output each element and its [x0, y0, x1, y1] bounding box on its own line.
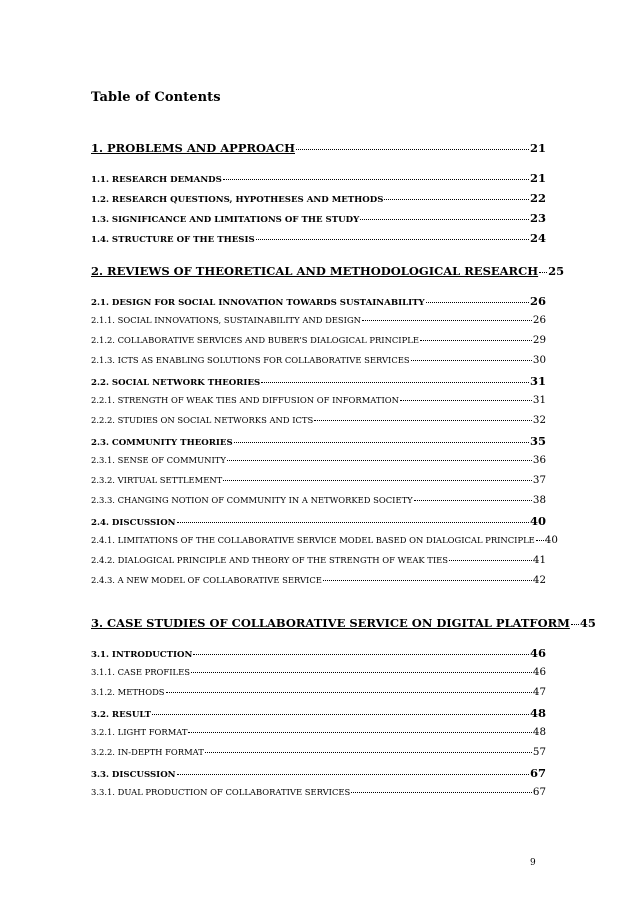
toc-entry[interactable] [91, 434, 546, 448]
toc-entry[interactable] [91, 534, 558, 546]
toc-entry-page: 40 [544, 534, 558, 546]
dot-leader [323, 580, 532, 581]
toc-entry-label: 1.3. SIGNIFICANCE AND LIMITATIONS OF THE STUDY [91, 215, 360, 225]
toc-entry-page: 30 [532, 354, 546, 366]
toc-entry-label: 3.2.2. IN-DEPTH FORMAT [91, 747, 204, 757]
dot-leader [223, 179, 529, 180]
toc-entry-page: 47 [532, 686, 546, 698]
toc-entry-label: 3.2. RESULT [91, 710, 152, 720]
toc-entry-label: 2.2.1. STRENGTH OF WEAK TIES AND DIFFUSION OF INFORMATION [91, 395, 399, 405]
toc-entry[interactable] [91, 726, 546, 738]
toc-entry-page: 23 [529, 211, 546, 225]
toc-entry-page: 32 [532, 414, 546, 426]
toc-entry[interactable] [91, 334, 546, 346]
dot-leader [420, 340, 532, 341]
toc-entry-page: 38 [532, 494, 546, 506]
toc-entry-page: 45 [579, 616, 596, 630]
toc-entry-page: 25 [548, 264, 565, 278]
toc-entry-label: 3.1.2. METHODS [91, 687, 165, 697]
page-number: 9 [530, 858, 536, 868]
dot-leader [536, 540, 544, 541]
toc-entry-page: 46 [532, 666, 546, 678]
toc-entry[interactable] [91, 414, 546, 426]
toc-entry-label: 2.2.2. STUDIES ON SOCIAL NETWORKS AND ICTS [91, 415, 314, 425]
toc-entry-page: 41 [532, 554, 546, 566]
dot-leader [449, 560, 532, 561]
dot-leader [191, 672, 532, 673]
toc-entry[interactable] [91, 374, 546, 388]
dot-leader [571, 624, 579, 625]
toc-entry-label: 1.2. RESEARCH QUESTIONS, HYPOTHESES AND METHODS [91, 195, 384, 205]
toc-entry[interactable] [91, 294, 546, 308]
toc-entry[interactable] [91, 666, 546, 678]
toc-entry[interactable] [91, 474, 546, 486]
toc-entry-page: 36 [532, 454, 546, 466]
dot-leader [411, 360, 532, 361]
toc-entry[interactable] [91, 394, 546, 406]
toc-entry[interactable] [91, 786, 546, 798]
toc-entry[interactable] [91, 766, 546, 780]
toc-entry-label: 3.1. INTRODUCTION [91, 650, 193, 660]
dot-leader [234, 442, 529, 443]
toc-entry-page: 22 [529, 191, 546, 205]
dot-leader [360, 219, 529, 220]
toc-entry[interactable] [91, 264, 565, 278]
toc-entry[interactable] [91, 514, 546, 528]
toc-entry[interactable] [91, 314, 546, 326]
dot-leader [227, 460, 532, 461]
toc-entry[interactable] [91, 706, 546, 720]
toc-entry-page: 26 [532, 314, 546, 326]
toc-entry-label: 1. PROBLEMS AND APPROACH [91, 141, 295, 155]
dot-leader [414, 500, 532, 501]
toc-entry-page: 31 [532, 394, 546, 406]
toc-entry-label: 2.4. DISCUSSION [91, 518, 176, 528]
toc-entry-label: 2.3.1. SENSE OF COMMUNITY [91, 455, 226, 465]
dot-leader [177, 774, 529, 775]
toc-entry-label: 2.1.1. SOCIAL INNOVATIONS, SUSTAINABILITY AND DESIGN [91, 315, 361, 325]
dot-leader [314, 420, 532, 421]
toc-entry[interactable] [91, 646, 546, 660]
toc-entry[interactable] [91, 616, 596, 630]
toc-entry-page: 31 [529, 374, 546, 388]
toc-entry-label: 2.4.1. LIMITATIONS OF THE COLLABORATIVE SERVICE MODEL BASED ON DIALOGICAL PRINCIPLE [91, 535, 535, 545]
toc-entry[interactable] [91, 554, 546, 566]
dot-leader [223, 480, 532, 481]
toc-entry-label: 3. CASE STUDIES OF COLLABORATIVE SERVICE ON DIGITAL PLATFORM [91, 616, 570, 630]
dot-leader [177, 522, 529, 523]
toc-entry-label: 1.1. RESEARCH DEMANDS [91, 175, 222, 185]
toc-entry[interactable] [91, 191, 546, 205]
toc-entry-page: 29 [532, 334, 546, 346]
dot-leader [152, 714, 529, 715]
dot-leader [188, 732, 531, 733]
toc-entry-label: 2.1.2. COLLABORATIVE SERVICES AND BUBER’S DIALOGICAL PRINCIPLE [91, 335, 419, 345]
toc-entry-label: 3.1.1. CASE PROFILES [91, 667, 190, 677]
dot-leader [539, 272, 547, 273]
toc-entry-label: 2.3.2. VIRTUAL SETTLEMENT [91, 475, 223, 485]
dot-leader [362, 320, 532, 321]
toc-entry-page: 46 [529, 646, 546, 660]
toc-entry[interactable] [91, 686, 546, 698]
dot-leader [426, 302, 529, 303]
toc-entry-page: 42 [532, 574, 546, 586]
toc-entry-label: 1.4. STRUCTURE OF THE THESIS [91, 235, 255, 245]
toc-entry-label: 3.2.1. LIGHT FORMAT [91, 727, 188, 737]
toc-entry-page: 48 [529, 706, 546, 720]
toc-entry-page: 21 [529, 171, 546, 185]
toc-entry-page: 35 [529, 434, 546, 448]
toc-entry-label: 2.3. COMMUNITY THEORIES [91, 438, 233, 448]
toc-entry-label: 2.2. SOCIAL NETWORK THEORIES [91, 378, 261, 388]
toc-entry-page: 40 [529, 514, 546, 528]
toc-entry-label: 2. REVIEWS OF THEORETICAL AND METHODOLOGICAL RESEARCH [91, 264, 539, 278]
toc-entry-page: 21 [529, 141, 546, 155]
toc-entry-label: 2.1. DESIGN FOR SOCIAL INNOVATION TOWARDS SUSTAINABILITY [91, 298, 425, 308]
toc-entry-page: 48 [532, 726, 546, 738]
dot-leader [296, 149, 529, 150]
dot-leader [261, 382, 529, 383]
toc-entry-label: 2.1.3. ICTS AS ENABLING SOLUTIONS FOR COLLABORATIVE SERVICES [91, 355, 410, 365]
toc-entry-page: 67 [532, 786, 546, 798]
dot-leader [351, 792, 532, 793]
toc-entry-label: 2.3.3. CHANGING NOTION OF COMMUNITY IN A NETWORKED SOCIETY [91, 495, 413, 505]
toc-entry[interactable] [91, 171, 546, 185]
toc-entry[interactable] [91, 746, 546, 758]
toc-entry[interactable] [91, 211, 546, 225]
dot-leader [384, 199, 529, 200]
toc-entry-page: 24 [529, 231, 546, 245]
dot-leader [205, 752, 532, 753]
toc-entry-label: 3.3. DISCUSSION [91, 770, 176, 780]
toc-entry-page: 26 [529, 294, 546, 308]
toc-entry-page: 37 [532, 474, 546, 486]
toc-entry-label: 3.3.1. DUAL PRODUCTION OF COLLABORATIVE SERVICES [91, 787, 351, 797]
toc-entry-label: 2.4.3. A NEW MODEL OF COLLABORATIVE SERVICE [91, 575, 322, 585]
page-title: Table of Contents [91, 90, 221, 105]
toc-entry[interactable] [91, 141, 546, 155]
toc-entry-page: 67 [529, 766, 546, 780]
dot-leader [256, 239, 529, 240]
toc-entry[interactable] [91, 574, 546, 586]
toc-entry-label: 2.4.2. DIALOGICAL PRINCIPLE AND THEORY OF THE STRENGTH OF WEAK TIES [91, 555, 449, 565]
dot-leader [166, 692, 532, 693]
toc-entry[interactable] [91, 231, 546, 245]
toc-entry-page: 57 [532, 746, 546, 758]
toc-entry[interactable] [91, 354, 546, 366]
dot-leader [400, 400, 532, 401]
toc-entry[interactable] [91, 454, 546, 466]
dot-leader [193, 654, 529, 655]
toc-entry[interactable] [91, 494, 546, 506]
